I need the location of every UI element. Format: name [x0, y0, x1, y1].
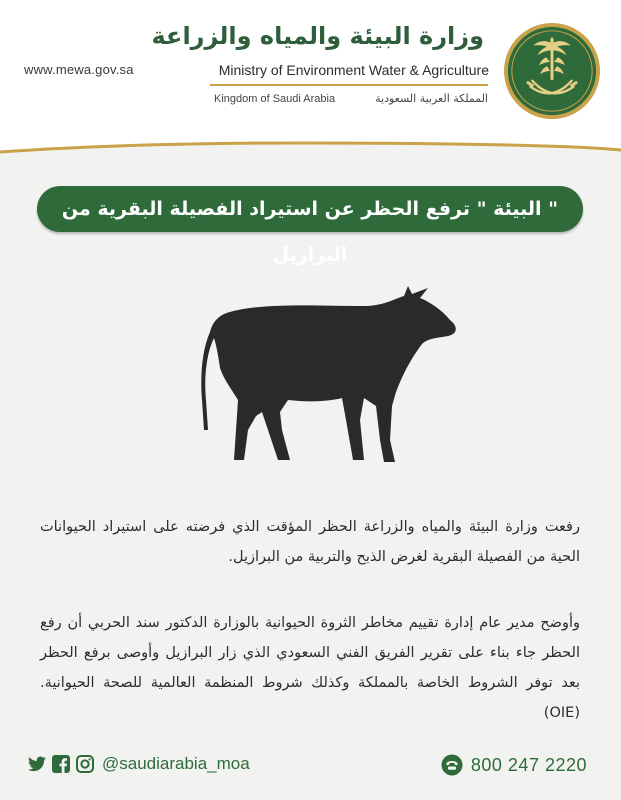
header-wave-divider	[0, 130, 621, 170]
phone-icon	[441, 754, 463, 776]
social-handle[interactable]: @saudiarabia_moa	[102, 754, 250, 773]
headline-text: " البيئة " ترفع الحظر عن استيراد الفصيلة البقرية من البرازيل	[61, 198, 559, 266]
ministry-name-arabic: وزارة البيئة والمياه والزراعة	[151, 22, 484, 50]
palm-swords-emblem-icon	[503, 22, 601, 120]
headline-banner	[37, 186, 583, 266]
header-divider	[210, 84, 488, 86]
cow-silhouette-icon	[196, 280, 462, 466]
footer	[0, 742, 621, 800]
kingdom-name-arabic: المملكة العربية السعودية	[375, 92, 488, 105]
twitter-icon[interactable]	[28, 756, 46, 772]
phone-number[interactable]: 800 247 2220	[470, 754, 587, 775]
contact-phone	[441, 754, 587, 776]
facebook-icon[interactable]	[52, 755, 70, 773]
instagram-icon[interactable]	[76, 755, 94, 773]
social-links	[28, 754, 250, 774]
article-paragraph-2: وأوضح مدير عام إدارة تقييم مخاطر الثروة الحيوانية بالوزارة الدكتور سند الحربي أن رفع الحظر جاء بناء على تقرير الفريق الفني السعودي الذي زار البرازيل وأوصى برفع الحظر بعد توفر الشروط الخاصة بالمملكة وكذلك شروط المنظمة العالمية للصحة الحيوانية. (OIE)	[40, 615, 580, 721]
kingdom-name-english: Kingdom of Saudi Arabia	[214, 93, 336, 105]
ministry-name-english: Ministry of Environment Water & Agriculture	[218, 62, 489, 78]
header	[0, 0, 621, 140]
article-paragraph-1: رفعت وزارة البيئة والمياه والزراعة الحظر المؤقت الذي فرضته على استيراد الحيوانات الحية من الفصيلة البقرية لغرض الذبح والتربية من البرازيل.	[40, 519, 580, 565]
website-link[interactable]: www.mewa.gov.sa	[24, 62, 134, 77]
